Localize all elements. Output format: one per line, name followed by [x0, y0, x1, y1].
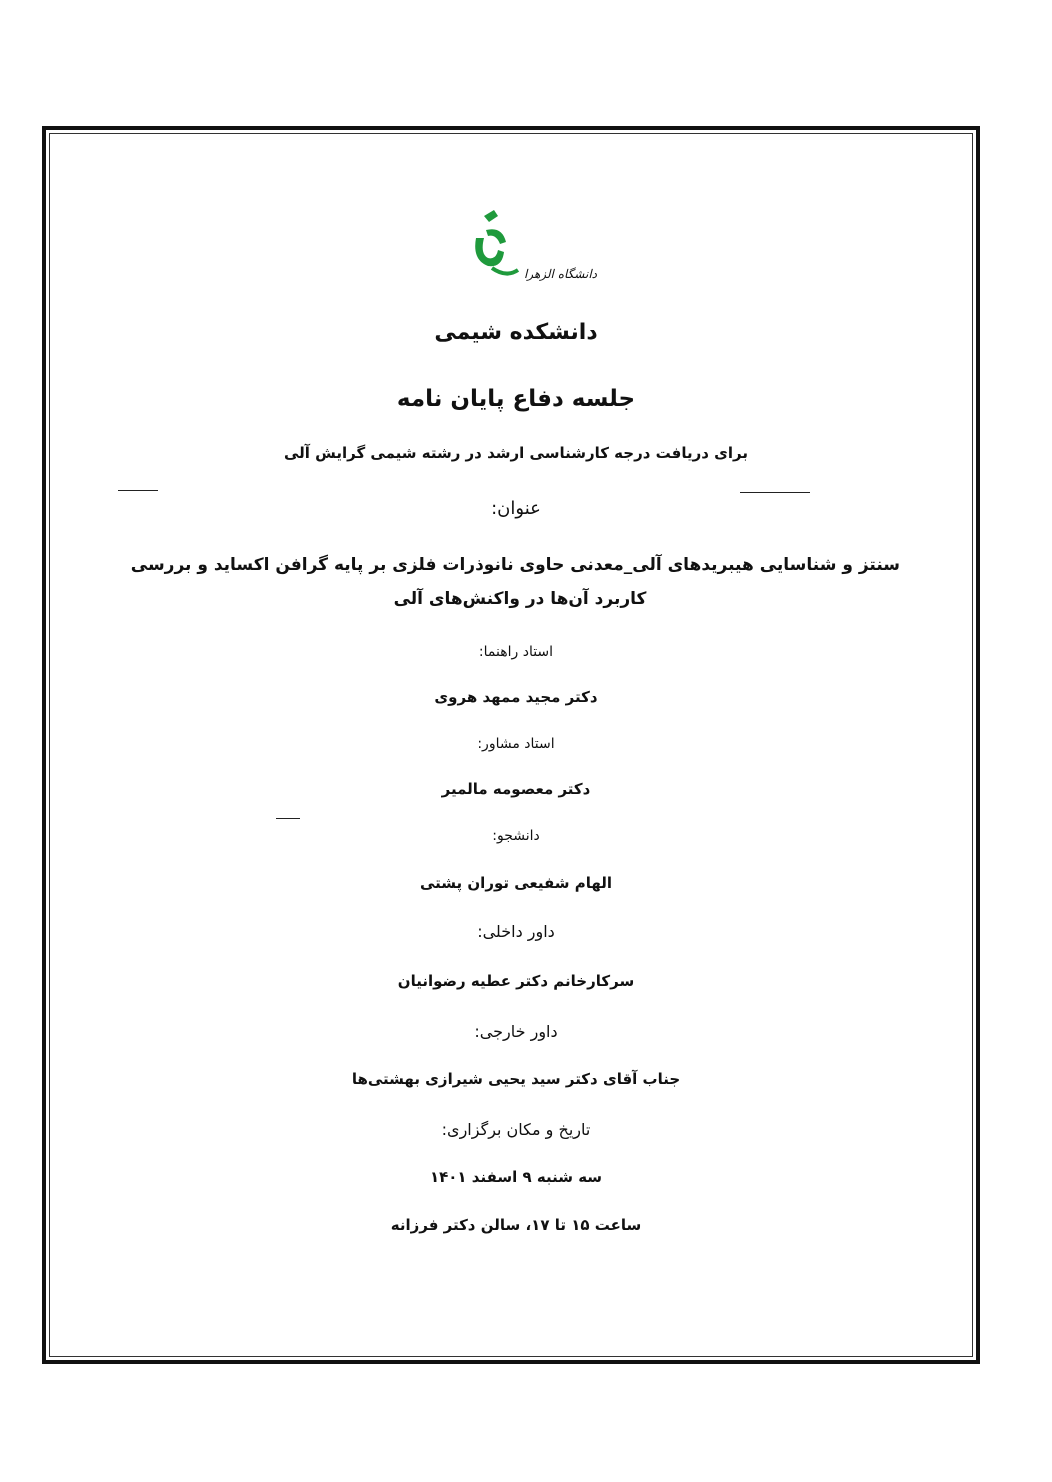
logo-text: دانشگاه الزهرا	[524, 267, 598, 281]
scan-speck	[276, 818, 300, 819]
degree-line: برای دریافت درجه کارشناسی ارشد در رشته شیمی گرایش آلی	[283, 444, 749, 462]
thesis-title-line2: کاربرد آن‌ها در واکنش‌های آلی	[393, 589, 647, 609]
defense-time-place: ساعت ۱۵ تا ۱۷، سالن دکتر فرزانه	[390, 1216, 642, 1234]
scan-speck	[118, 490, 158, 491]
thesis-label: عنوان:	[491, 498, 541, 519]
thesis-title-line1: سنتز و شناسایی هیبریدهای آلی_معدنی حاوی نانوذرات فلزی بر پایه گرافن اکساید و بررسی	[130, 555, 900, 575]
external-examiner-label: داور خارجی:	[474, 1022, 558, 1041]
advisor-name: دکتر معصومه مالمیر	[441, 780, 591, 798]
supervisor-label: استاد راهنما:	[478, 644, 554, 660]
internal-examiner-name: سرکارخانم دکتر عطیه رضوانیان	[397, 972, 635, 990]
university-logo	[462, 208, 598, 290]
student-name: الهام شفیعی توران پشتی	[419, 874, 613, 892]
internal-examiner-label: داور داخلی:	[477, 922, 555, 941]
external-examiner-name: جناب آقای دکتر سید یحیی شیرازی بهشتی‌ها	[351, 1070, 681, 1088]
supervisor-name: دکتر مجید ممهد هروی	[434, 688, 598, 706]
thesis-title	[130, 548, 900, 616]
defense-date: سه شنبه ۹ اسفند ۱۴۰۱	[429, 1168, 603, 1186]
advisor-label: استاد مشاور:	[477, 736, 555, 752]
scan-speck	[740, 492, 810, 493]
page-title: جلسه دفاع پایان نامه	[396, 386, 636, 412]
student-label: دانشجو:	[492, 828, 540, 844]
faculty-name: دانشکده شیمی	[434, 320, 598, 345]
schedule-label: تاریخ و مکان برگزاری:	[441, 1120, 591, 1139]
